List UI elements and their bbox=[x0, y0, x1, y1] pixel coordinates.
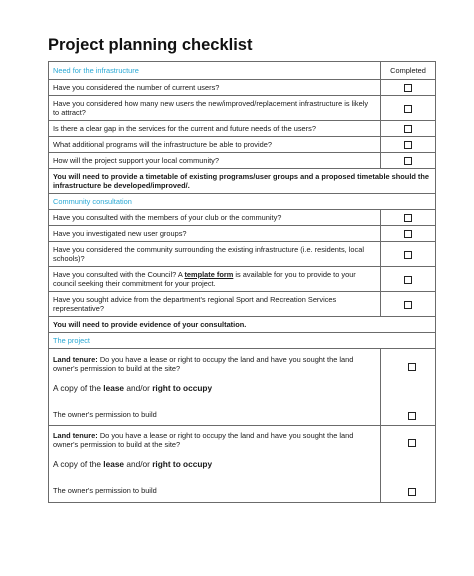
land-tenure-text: Do you have a lease or right to occupy the land and have you sought the land owner's permission to build at the site? bbox=[53, 431, 354, 450]
question-text: Is there a clear gap in the services for the current and future needs of the users? bbox=[49, 121, 381, 137]
question-text: What additional programs will the infrastructure be able to provide? bbox=[49, 137, 381, 153]
checklist-row bbox=[49, 121, 436, 137]
copy-of-lease-line bbox=[53, 460, 376, 469]
copy-mid: and/or bbox=[124, 383, 153, 393]
document-title: Project planning checklist bbox=[48, 36, 253, 54]
section-row-project bbox=[49, 333, 436, 349]
question-text: Have you consulted with the members of your club or the community? bbox=[49, 210, 381, 226]
completed-checkbox[interactable] bbox=[404, 157, 412, 165]
table-header-row bbox=[49, 62, 436, 80]
owner-permission-line: The owner's permission to build bbox=[53, 410, 157, 419]
completed-checkbox[interactable] bbox=[404, 251, 412, 259]
completed-checkbox[interactable] bbox=[404, 105, 412, 113]
completed-checkbox[interactable] bbox=[408, 363, 416, 371]
land-tenure-block bbox=[49, 349, 436, 426]
checklist-row bbox=[49, 210, 436, 226]
completed-checkbox[interactable] bbox=[404, 84, 412, 92]
completed-checkbox[interactable] bbox=[404, 125, 412, 133]
land-tenure-block bbox=[49, 426, 436, 503]
completed-checkbox[interactable] bbox=[408, 412, 416, 420]
copy-of-lease-line bbox=[53, 384, 376, 393]
completed-checkbox[interactable] bbox=[404, 230, 412, 238]
checklist-row bbox=[49, 153, 436, 169]
checklist-row bbox=[49, 242, 436, 267]
question-text: Have you considered the community surrounding the existing infrastructure (i.e. residents, local schools)? bbox=[49, 242, 381, 267]
land-tenure-question bbox=[53, 355, 376, 373]
timetable-note: You will need to provide a timetable of existing programs/user groups and a proposed timetable should the infrastructure be developed/improved/. bbox=[49, 169, 436, 194]
consultation-note: You will need to provide evidence of your consultation. bbox=[49, 317, 436, 333]
completed-checkbox[interactable] bbox=[408, 439, 416, 447]
right-to-occupy-label: right to occupy bbox=[152, 459, 213, 469]
section-row-community bbox=[49, 194, 436, 210]
note-row bbox=[49, 317, 436, 333]
land-tenure-question bbox=[53, 431, 376, 449]
question-text: Have you investigated new user groups? bbox=[49, 226, 381, 242]
checklist-row bbox=[49, 80, 436, 96]
checklist-row bbox=[49, 226, 436, 242]
completed-checkbox[interactable] bbox=[404, 214, 412, 222]
section-title-community: Community consultation bbox=[49, 194, 436, 210]
note-row bbox=[49, 169, 436, 194]
copy-mid: and/or bbox=[124, 459, 153, 469]
council-text-after: is available for you to provide to your council seeking their commitment for your project. bbox=[53, 269, 356, 288]
land-tenure-text: Do you have a lease or right to occupy the land and have you sought the land owner's permission to build at the site? bbox=[53, 355, 354, 374]
question-text bbox=[49, 267, 381, 292]
land-tenure-label: Land tenure: bbox=[53, 355, 98, 364]
copy-prefix: A copy of the bbox=[53, 383, 104, 393]
completed-checkbox[interactable] bbox=[404, 141, 412, 149]
completed-column-header: Completed bbox=[381, 62, 436, 80]
land-tenure-label: Land tenure: bbox=[53, 431, 98, 440]
section-title-infrastructure: Need for the infrastructure bbox=[49, 62, 381, 80]
lease-label: lease bbox=[103, 383, 125, 393]
lease-label: lease bbox=[103, 459, 125, 469]
checklist-row bbox=[49, 96, 436, 121]
council-text-before: Have you consulted with the Council? A bbox=[53, 269, 185, 279]
question-text: Have you considered how many new users the new/improved/replacement infrastructure is likely to attract? bbox=[49, 96, 381, 121]
checklist-row bbox=[49, 292, 436, 317]
completed-checkbox[interactable] bbox=[404, 276, 412, 284]
question-text: Have you sought advice from the department's regional Sport and Recreation Services representative? bbox=[49, 292, 381, 317]
right-to-occupy-label: right to occupy bbox=[152, 383, 213, 393]
completed-checkbox[interactable] bbox=[408, 488, 416, 496]
section-title-project: The project bbox=[49, 333, 436, 349]
checklist-row bbox=[49, 137, 436, 153]
copy-prefix: A copy of the bbox=[53, 459, 104, 469]
question-text: How will the project support your local community? bbox=[49, 153, 381, 169]
checklist-row bbox=[49, 267, 436, 292]
completed-checkbox[interactable] bbox=[404, 301, 412, 309]
checklist-table bbox=[48, 61, 436, 503]
template-form-link[interactable]: template form bbox=[184, 269, 234, 279]
question-text: Have you considered the number of current users? bbox=[49, 80, 381, 96]
owner-permission-line: The owner's permission to build bbox=[53, 486, 157, 495]
